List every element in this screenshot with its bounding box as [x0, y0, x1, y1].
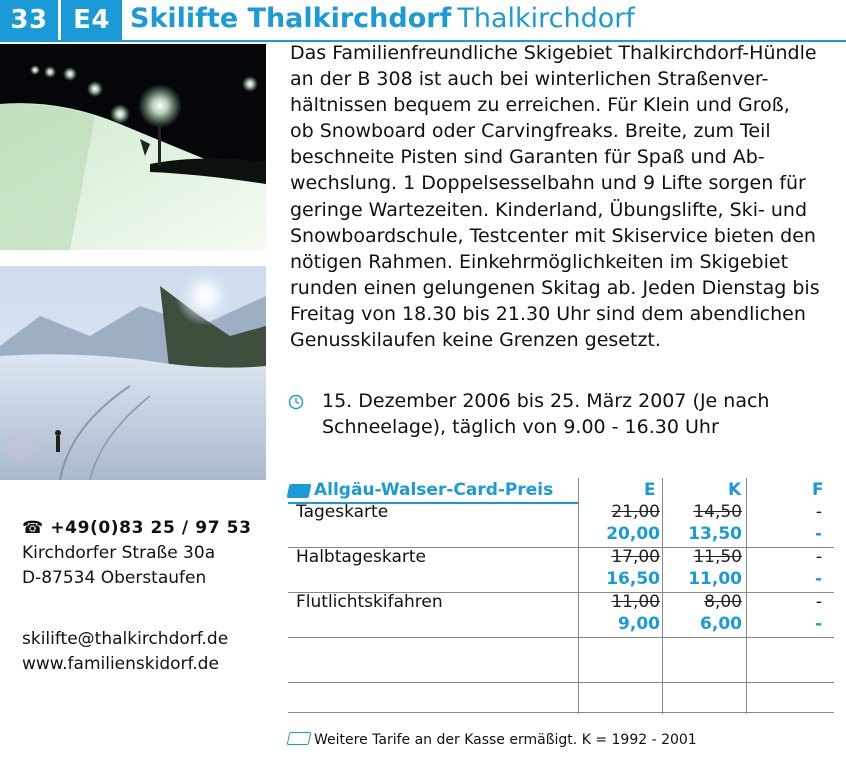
price-old-e: 11,00: [611, 592, 660, 612]
column-divider: [746, 478, 747, 714]
card-outline-icon: [287, 732, 312, 745]
column-divider: [578, 478, 579, 714]
page-title: [130, 1, 635, 37]
description-line: Genusskilaufen keine Grenzen gesetzt.: [290, 329, 661, 352]
season-line: 15. Dezember 2006 bis 25. März 2007 (Je nach: [322, 390, 770, 412]
price-new-f: -: [814, 614, 822, 634]
card-icon: [287, 484, 312, 498]
season-dates: [322, 388, 769, 440]
price-footnote: [288, 732, 697, 748]
description-line: wechslung. 1 Doppelsesselbahn und 9 Lifte sorgen für: [290, 172, 806, 195]
price-new-k: 13,50: [688, 524, 742, 544]
description-line: geringe Wartezeiten. Kinderland, Übungslifte, Ski- und: [290, 198, 808, 221]
contact-block: [22, 516, 252, 677]
row-label-tageskarte: Tageskarte: [296, 502, 389, 522]
description-line: Snowboardschule, Testcenter mit Skiservice bieten den: [290, 224, 816, 247]
website-link[interactable]: www.familienskidorf.de: [22, 654, 219, 674]
address-city: D-87534 Oberstaufen: [22, 568, 207, 588]
description-line: nötigen Rahmen. Einkehrmöglichkeiten im Skigebiet: [290, 250, 789, 273]
footnote-text: Weitere Tarife an der Kasse ermäßigt. K = 1992 - 2001: [314, 732, 697, 748]
title-name: Skilifte Thalkirchdorf: [130, 3, 452, 34]
description-line: an der B 308 ist auch bei winterlichen Straßenver-: [290, 68, 769, 91]
row-label-halbtageskarte: Halbtageskarte: [296, 547, 426, 567]
row-divider: [288, 712, 834, 713]
description-line: Das Familienfreundliche Skigebiet Thalkirchdorf-Hündle: [290, 42, 817, 64]
phone-icon: ☎: [22, 518, 44, 538]
price-old-f: -: [815, 547, 822, 567]
header: [0, 0, 846, 42]
price-old-f: -: [815, 592, 822, 612]
row-divider: [288, 682, 834, 683]
description-text: [290, 40, 838, 353]
price-new-e: 9,00: [618, 614, 660, 634]
photo-night-slope: [0, 44, 266, 250]
column-header-e: E: [644, 480, 656, 500]
column-divider: [662, 478, 663, 714]
description-line: runden einen gelungenen Skitag ab. Jeden Dienstag bis: [290, 276, 820, 299]
price-old-e: 21,00: [611, 502, 660, 522]
price-new-k: 6,00: [700, 614, 742, 634]
price-old-k: 11,50: [693, 547, 742, 567]
price-old-k: 14,50: [693, 502, 742, 522]
price-table: [288, 478, 846, 758]
price-new-e: 20,00: [606, 524, 660, 544]
price-old-k: 8,00: [704, 592, 742, 612]
season-line: Schneelage), täglich von 9.00 - 16.30 Uhr: [322, 416, 719, 438]
column-header-f: F: [812, 480, 824, 500]
map-code-badge: E4: [61, 0, 122, 40]
price-new-f: -: [814, 524, 822, 544]
title-location: Thalkirchdorf: [457, 3, 635, 34]
row-label-flutlicht: Flutlichtskifahren: [296, 592, 443, 612]
column-header-k: K: [728, 480, 742, 500]
description-line: beschneite Pisten sind Garanten für Spaß und Ab-: [290, 146, 765, 169]
description-line: hältnissen bequem zu erreichen. Für Klein und Groß,: [290, 94, 790, 117]
phone-number: [22, 516, 252, 541]
clock-icon: [288, 394, 304, 410]
price-new-f: -: [814, 569, 822, 589]
price-table-title: Allgäu-Walser-Card-Preis: [314, 480, 554, 500]
price-new-k: 11,00: [688, 569, 742, 589]
description-line: ob Snowboard oder Carvingfreaks. Breite, zum Teil: [290, 120, 771, 143]
description-line: Freitag von 18.30 bis 21.30 Uhr sind dem abendlichen: [290, 302, 806, 325]
photo-day-slope: [0, 266, 266, 480]
entry-number-badge: 33: [0, 0, 58, 40]
price-new-e: 16,50: [606, 569, 660, 589]
price-old-f: -: [815, 502, 822, 522]
row-divider: [288, 637, 834, 638]
phone-value: +49(0)83 25 / 97 53: [50, 518, 252, 538]
address-street: Kirchdorfer Straße 30a: [22, 543, 216, 563]
email-link[interactable]: skilifte@thalkirchdorf.de: [22, 629, 229, 649]
price-old-e: 17,00: [611, 547, 660, 567]
